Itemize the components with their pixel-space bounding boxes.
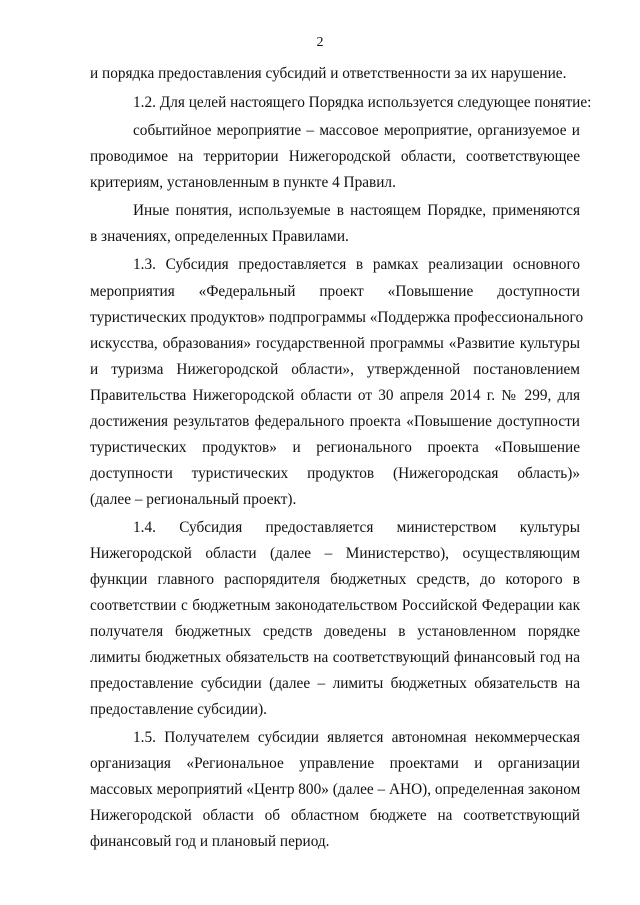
text-line: Нижегородской области об областном бюджете на соответствующий: [90, 807, 580, 824]
text-line: и туризма Нижегородской области», утвержденной постановлением: [90, 361, 580, 378]
text-line: (далее – региональный проект).: [90, 491, 297, 508]
text-line: массовых мероприятий «Центр 800» (далее – АНО), определенная законом: [90, 781, 581, 798]
page-number: 2: [316, 35, 324, 50]
text-line: предоставление субсидии (далее – лимиты бюджетных обязательств на: [90, 675, 580, 692]
text-line: событийное мероприятие – массовое мероприятие, организуемое и: [133, 122, 580, 139]
text-line: лимиты бюджетных обязательств на соответствующий финансовый год на: [90, 649, 580, 666]
text-line: Нижегородской области (далее – Министерство), осуществляющим: [90, 545, 580, 562]
text-line: соответствии с бюджетным законодательством Российской Федерации как: [90, 597, 580, 614]
text-line: 1.4. Субсидия предоставляется министерством культуры: [133, 519, 580, 536]
text-line: искусства, образования» государственной программы «Развитие культуры: [90, 335, 580, 352]
text-line: доступности туристических продуктов (Нижегородская область)»: [90, 465, 580, 482]
text-line: Иные понятия, используемые в настоящем Порядке, применяются: [133, 202, 580, 219]
text-line: проводимое на территории Нижегородской области, соответствующее: [90, 148, 580, 165]
text-line: организация «Региональное управление проектами и организации: [90, 755, 580, 772]
text-line: в значениях, определенных Правилами.: [90, 228, 349, 245]
text-line: туристических продуктов» подпрограммы «Поддержка профессионального: [90, 309, 584, 326]
text-line: получателя бюджетных средств доведены в установленном порядке: [90, 623, 580, 640]
text-line: туристических продуктов» и регионального проекта «Повышение: [90, 439, 580, 456]
text-line: достижения результатов федерального проекта «Повышение доступности: [90, 413, 580, 430]
text-line: функции главного распорядителя бюджетных средств, до которого в: [90, 571, 580, 588]
text-line: финансовый год и плановый период.: [90, 833, 330, 850]
text-line: и порядка предоставления субсидий и ответственности за их нарушение.: [90, 65, 567, 82]
text-line: 1.5. Получателем субсидии является автономная некоммерческая: [133, 729, 580, 746]
text-line: критериям, установленным в пункте 4 Правил.: [90, 174, 396, 191]
text-line: мероприятия «Федеральный проект «Повышение доступности: [90, 283, 580, 300]
text-line: 1.3. Субсидия предоставляется в рамках реализации основного: [133, 256, 580, 273]
text-line: предоставление субсидии).: [90, 701, 267, 718]
text-line: 1.2. Для целей настоящего Порядка используется следующее понятие:: [133, 94, 592, 111]
text-line: Правительства Нижегородской области от 30 апреля 2014 г. № 299, для: [90, 387, 580, 404]
